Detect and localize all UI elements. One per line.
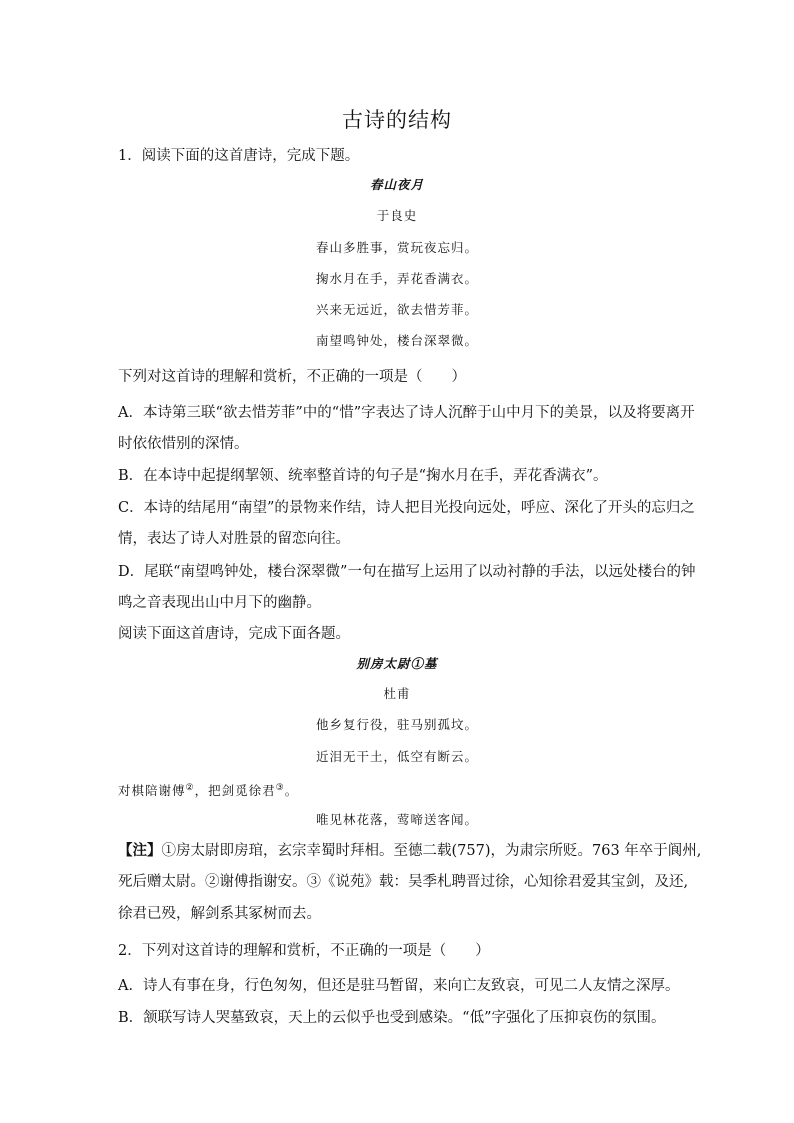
q2-intro: 阅读下面这首唐诗，完成下面各题。	[118, 626, 350, 642]
footnote-mark-2: ②	[185, 783, 195, 793]
q1-question: 下列对这首诗的理解和赏析，不正确的一项是（ ）	[118, 369, 466, 385]
footnote-mark-3: ③	[275, 783, 285, 793]
poem2-title: 别房太尉①墓	[356, 656, 438, 671]
poem1-author: 于良史	[376, 208, 418, 223]
poem2-line-4: 唯见林花落，莺啼送客闻。	[315, 812, 478, 827]
q2-option-a: A．诗人有事在身，行色匆匆，但还是驻马暂留，来向亡友致哀，可见二人友情之深厚。	[118, 978, 680, 994]
poem2-line-2: 近泪无干土，低空有断云。	[315, 749, 478, 764]
poem1-line-4: 南望鸣钟处，楼台深翠微。	[315, 333, 478, 348]
q1-intro: 1．阅读下面的这首唐诗，完成下题。	[118, 148, 360, 164]
q1-option-b: B．在本诗中起提纲挈领、统率整首诗的句子是“掬水月在手，弄花香满衣”。	[118, 468, 608, 484]
q1-option-d-line-1: D．尾联“南望鸣钟处，楼台深翠微”一句在描写上运用了以动衬静的手法，以远处楼台的钟	[118, 564, 696, 580]
page-title: 古诗的结构	[342, 108, 452, 132]
note-line-3: 徐君已殁，解剑系其冢树而去。	[118, 906, 321, 922]
q1-option-c-line-1: C．本诗的结尾用“南望”的景物来作结，诗人把目光投向远处，呼应、深化了开头的忘归之	[118, 500, 695, 516]
poem2-line-1: 他乡复行役，驻马别孤坟。	[315, 717, 478, 732]
note-text-1: ①房太尉即房琯，玄宗幸蜀时拜相。至德二载(757)，为肃宗所贬。763 年卒于阆州,	[161, 843, 702, 859]
q1-option-a-line-1: A．本诗第三联“欲去惜芳菲”中的“惜”字表达了诗人沉醉于山中月下的美景，以及将要离开	[118, 405, 695, 421]
poem1-line-3: 兴来无远近，欲去惜芳菲。	[315, 302, 478, 317]
q2-question: 2．下列对这首诗的理解和赏析，不正确的一项是（ ）	[118, 943, 490, 959]
poem1-title: 春山夜月	[369, 177, 424, 192]
q1-option-d-line-2: 鸣之音表现出山中月下的幽静。	[118, 595, 321, 611]
note-label: 【注】	[118, 842, 162, 859]
poem2-author: 杜甫	[383, 686, 411, 701]
note-line-1	[118, 841, 702, 861]
q1-option-a-line-2: 时依依惜别的深情。	[118, 436, 249, 452]
q1-option-c-line-2: 情，表达了诗人对胜景的留恋向往。	[118, 531, 350, 547]
poem1-line-2: 掬水月在手，弄花香满衣。	[315, 271, 478, 286]
poem2-line-3-part-b: ，把剑觅徐君	[194, 783, 276, 799]
note-line-2: 死后赠太尉。②谢傅指谢安。③《说苑》载：吴季札聘晋过徐，心知徐君爱其宝剑，及还,	[118, 874, 689, 890]
poem2-line-3-part-c: 。	[284, 783, 299, 799]
poem2-line-3-part-a: 对棋陪谢傅	[118, 783, 186, 799]
poem1-line-1: 春山多胜事，赏玩夜忘归。	[315, 240, 478, 255]
q2-option-b: B．颔联写诗人哭墓致哀，天上的云似乎也受到感染。“低”字强化了压抑哀伤的氛围。	[118, 1010, 666, 1026]
poem2-line-3	[118, 779, 298, 800]
